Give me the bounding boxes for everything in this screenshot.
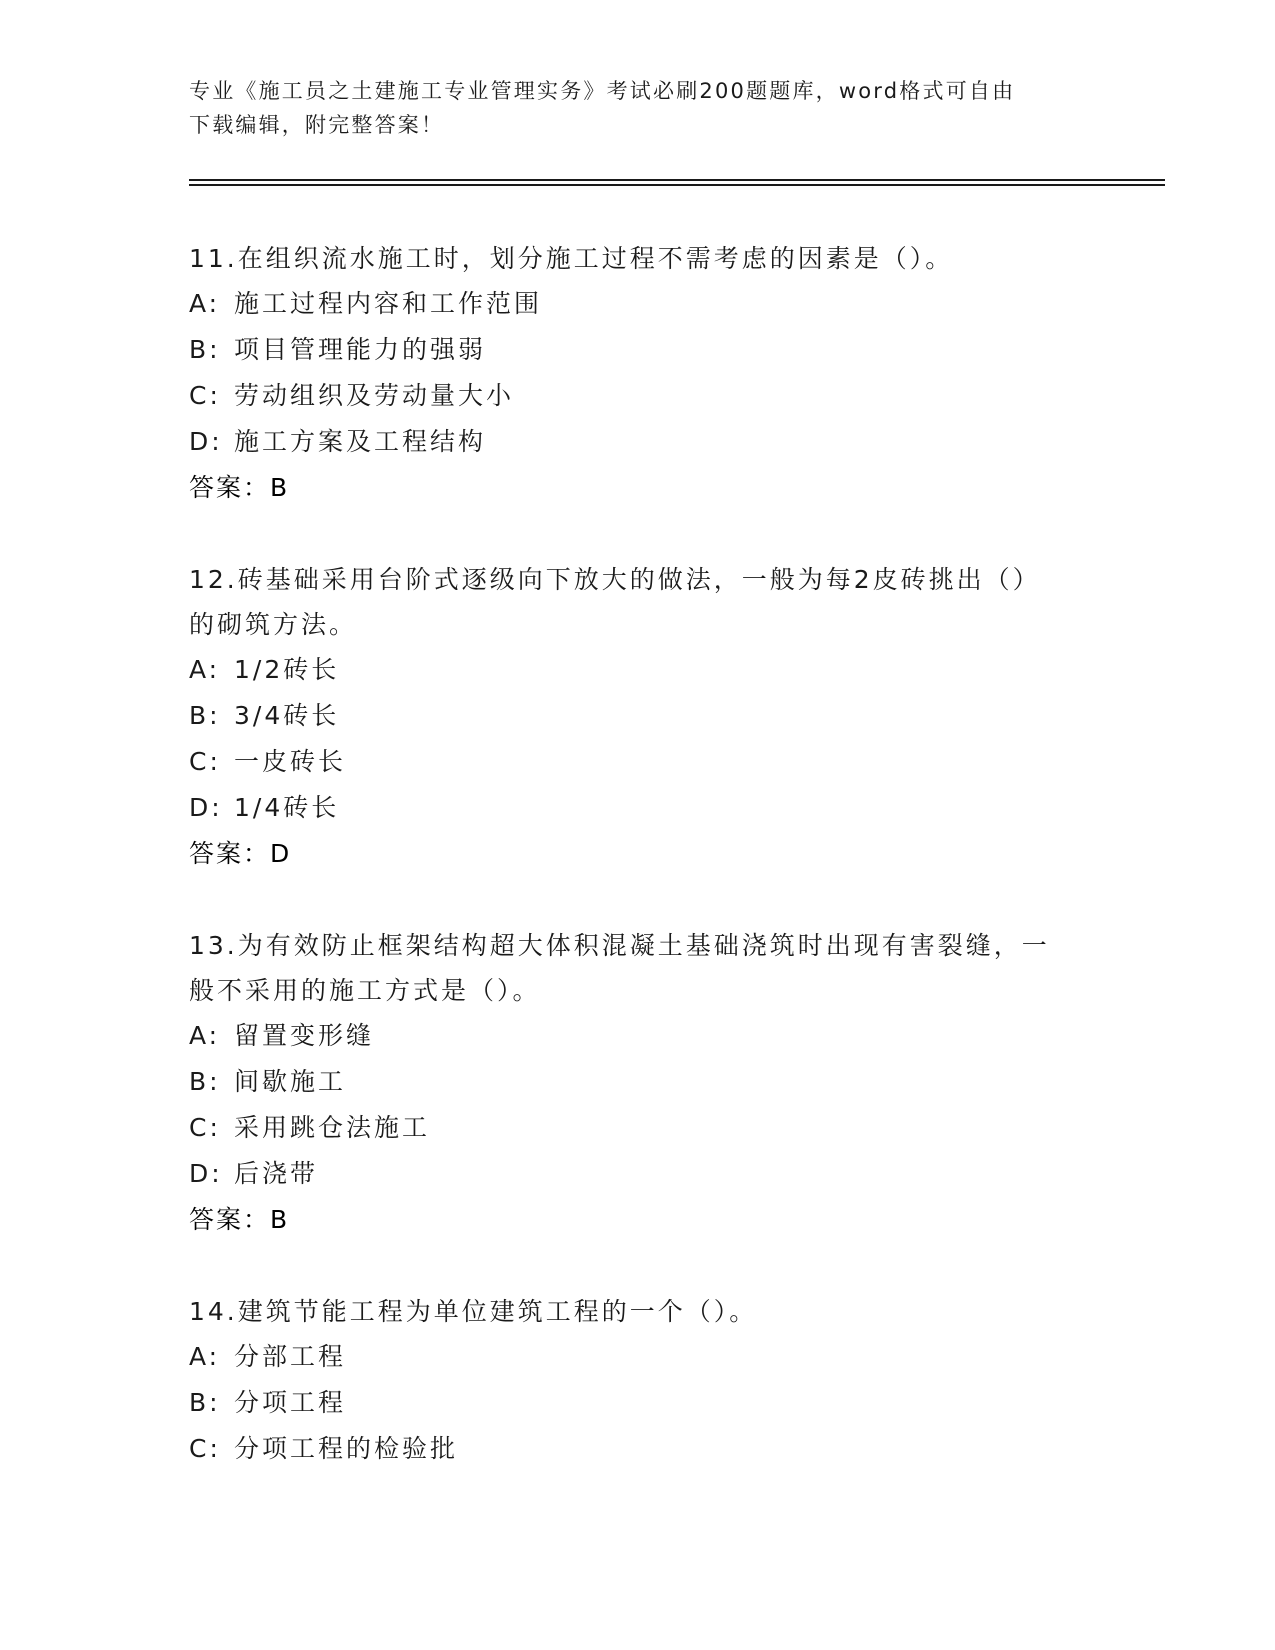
option-text: 分项工程的检验批 bbox=[234, 1434, 459, 1463]
option-letter: A: bbox=[189, 1342, 221, 1371]
header-divider-bottom bbox=[189, 184, 1165, 186]
header-line-2: 下载编辑，附完整答案！ bbox=[189, 113, 445, 137]
option-text: 1/2砖长 bbox=[234, 655, 340, 684]
option-a bbox=[189, 647, 1089, 693]
option-letter: B: bbox=[189, 1067, 221, 1096]
question-text: 14.建筑节能工程为单位建筑工程的一个（）。 bbox=[189, 1297, 758, 1326]
option-text: 一皮砖长 bbox=[234, 747, 347, 776]
question-text: 11.在组织流水施工时，划分施工过程不需考虑的因素是（）。 bbox=[189, 244, 954, 273]
option-b bbox=[189, 327, 1089, 373]
option-text: 分部工程 bbox=[234, 1342, 347, 1371]
option-letter: B: bbox=[189, 701, 221, 730]
question-13 bbox=[189, 923, 1089, 1243]
option-text: 施工过程内容和工作范围 bbox=[234, 289, 543, 318]
question-14 bbox=[189, 1289, 1089, 1472]
question-11 bbox=[189, 236, 1089, 511]
option-letter: D: bbox=[189, 427, 223, 456]
option-letter: D: bbox=[189, 1159, 223, 1188]
option-letter: C: bbox=[189, 1434, 221, 1463]
question-12 bbox=[189, 557, 1089, 877]
document-header bbox=[189, 74, 1089, 142]
option-b bbox=[189, 1380, 1089, 1426]
answer-label: 答案：B bbox=[189, 1205, 290, 1234]
header-line-1: 专业《施工员之土建施工专业管理实务》考试必刷200题题库，word格式可自由 bbox=[189, 79, 1016, 103]
option-c bbox=[189, 739, 1089, 785]
option-b bbox=[189, 1059, 1089, 1105]
option-letter: B: bbox=[189, 1388, 221, 1417]
option-a bbox=[189, 1334, 1089, 1380]
question-text-line-1: 13.为有效防止框架结构超大体积混凝土基础浇筑时出现有害裂缝，一 bbox=[189, 931, 1050, 960]
option-d bbox=[189, 785, 1089, 831]
question-text-line-2: 般不采用的施工方式是（）。 bbox=[189, 976, 541, 1005]
option-letter: C: bbox=[189, 747, 221, 776]
option-text: 分项工程 bbox=[234, 1388, 347, 1417]
option-a bbox=[189, 281, 1089, 327]
answer-label: 答案：D bbox=[189, 839, 292, 868]
header-divider-top bbox=[189, 179, 1165, 181]
option-letter: A: bbox=[189, 655, 221, 684]
question-list bbox=[189, 236, 1089, 1518]
option-b bbox=[189, 693, 1089, 739]
option-text: 留置变形缝 bbox=[234, 1021, 375, 1050]
option-c bbox=[189, 1105, 1089, 1151]
option-letter: B: bbox=[189, 335, 221, 364]
option-letter: A: bbox=[189, 1021, 221, 1050]
option-letter: C: bbox=[189, 1113, 221, 1142]
option-text: 劳动组织及劳动量大小 bbox=[234, 381, 515, 410]
option-letter: C: bbox=[189, 381, 221, 410]
answer-label: 答案：B bbox=[189, 473, 290, 502]
option-text: 1/4砖长 bbox=[234, 793, 340, 822]
question-text-line-1: 12.砖基础采用台阶式逐级向下放大的做法，一般为每2皮砖挑出（） bbox=[189, 565, 1041, 594]
option-c bbox=[189, 373, 1089, 419]
option-text: 采用跳仓法施工 bbox=[234, 1113, 431, 1142]
option-text: 后浇带 bbox=[234, 1159, 319, 1188]
option-d bbox=[189, 419, 1089, 465]
option-letter: A: bbox=[189, 289, 221, 318]
question-text-line-2: 的砌筑方法。 bbox=[189, 610, 358, 639]
option-text: 施工方案及工程结构 bbox=[234, 427, 487, 456]
option-text: 3/4砖长 bbox=[234, 701, 340, 730]
option-text: 项目管理能力的强弱 bbox=[234, 335, 487, 364]
option-text: 间歇施工 bbox=[234, 1067, 347, 1096]
option-d bbox=[189, 1151, 1089, 1197]
option-a bbox=[189, 1013, 1089, 1059]
option-c bbox=[189, 1426, 1089, 1472]
option-letter: D: bbox=[189, 793, 223, 822]
